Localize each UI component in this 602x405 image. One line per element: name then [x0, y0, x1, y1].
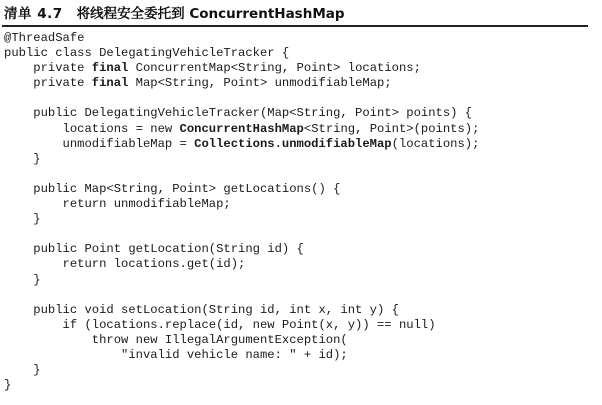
code-line: [4, 76, 600, 91]
code-text: }: [4, 272, 41, 287]
code-keyword: Collections.unmodifiableMap: [194, 136, 392, 151]
code-keyword: ConcurrentHashMap: [179, 121, 304, 136]
code-text: if (locations.replace(id, new Point(x, y)) == null): [4, 317, 436, 332]
code-text: @ThreadSafe: [4, 31, 85, 45]
code-text: public void setLocation(String id, int x, int y) {: [4, 302, 399, 317]
code-line: [4, 257, 600, 272]
code-line: [4, 182, 600, 197]
code-line: [4, 227, 600, 242]
code-line: [4, 378, 600, 393]
code-text: Map<String, Point> unmodifiableMap;: [128, 76, 392, 91]
code-line: [4, 137, 600, 152]
listing-number: 清单 4.7: [4, 6, 63, 22]
code-line: [4, 363, 600, 378]
code-text: }: [4, 151, 41, 166]
code-text: private: [4, 76, 92, 91]
code-text: public Map<String, Point> getLocations() {: [4, 181, 341, 196]
code-line: [4, 303, 600, 318]
code-text: }: [4, 378, 12, 393]
code-line: [4, 318, 600, 333]
code-text: public DelegatingVehicleTracker(Map<String, Point> points) {: [4, 106, 473, 121]
code-line: [4, 61, 600, 76]
code-keyword: final: [91, 61, 129, 76]
code-line: [4, 348, 600, 363]
code-line: [4, 31, 600, 46]
code-text: locations = new: [4, 121, 180, 136]
code-text: throw new IllegalArgumentException(: [4, 332, 348, 347]
code-text: public class DelegatingVehicleTracker {: [4, 46, 290, 61]
code-line: [4, 273, 600, 288]
listing-title: 将线程安全委托到 ConcurrentHashMap: [76, 6, 345, 22]
code-text: return locations.get(id);: [4, 257, 246, 272]
code-line: [4, 197, 600, 212]
code-line: [4, 91, 600, 106]
code-line: [4, 152, 600, 167]
code-line: [4, 212, 600, 227]
code-text: return unmodifiableMap;: [4, 197, 231, 212]
code-line: [4, 242, 600, 257]
code-keyword: final: [91, 76, 129, 91]
code-line: [4, 106, 600, 121]
code-line: [4, 288, 600, 303]
code-text: <String, Point>(points);: [303, 121, 480, 136]
code-text: public Point getLocation(String id) {: [4, 242, 304, 257]
code-text: private: [4, 61, 92, 76]
code-listing: [4, 31, 600, 393]
code-line: [4, 122, 600, 137]
code-line: [4, 167, 600, 182]
code-line: [4, 46, 600, 61]
code-text: (locations);: [391, 136, 480, 151]
code-text: }: [4, 363, 41, 378]
code-text: ConcurrentMap<String, Point> locations;: [128, 61, 421, 76]
code-line: [4, 333, 600, 348]
code-text: unmodifiableMap =: [4, 136, 195, 151]
code-text: "invalid vehicle name: " + id);: [4, 347, 348, 362]
code-text: }: [4, 212, 41, 227]
listing-heading: [4, 3, 345, 25]
heading-rule: [2, 25, 588, 27]
